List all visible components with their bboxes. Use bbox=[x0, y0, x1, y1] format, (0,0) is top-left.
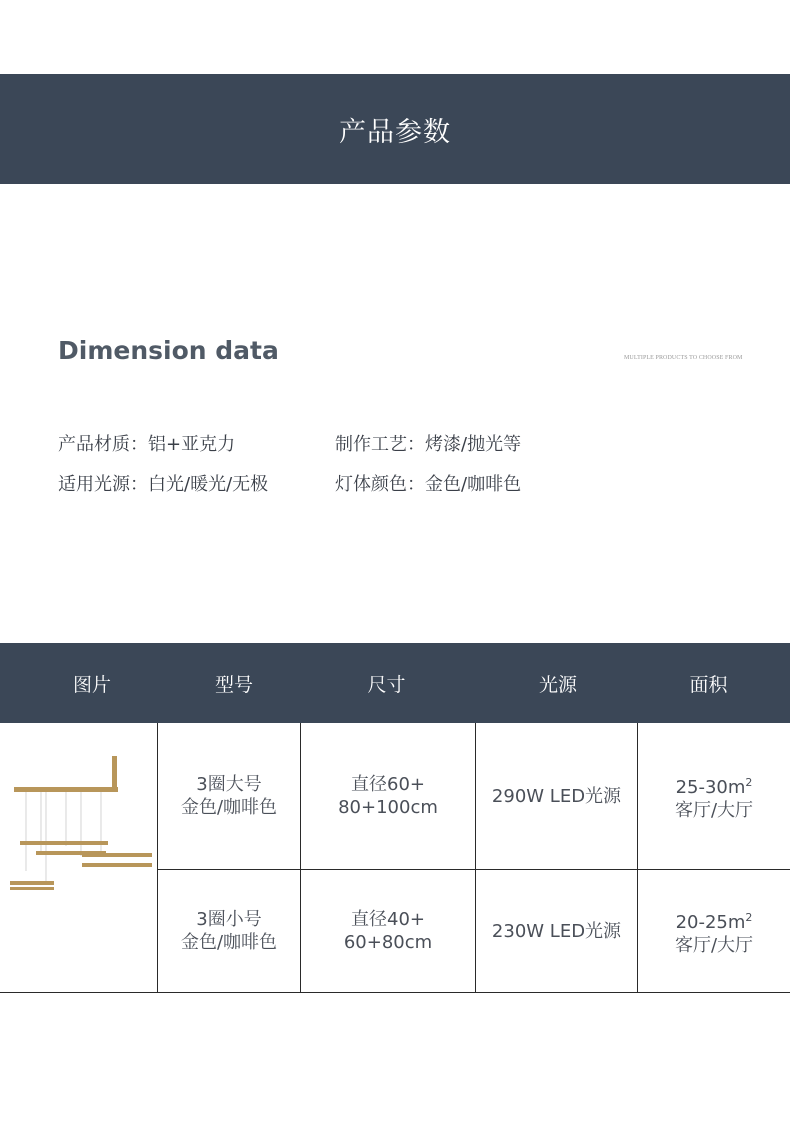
size-diameter: 直径40+ bbox=[351, 909, 425, 930]
light-cell bbox=[476, 870, 637, 992]
light-source: 290W LED光源 bbox=[491, 785, 622, 807]
table-row bbox=[158, 870, 300, 992]
header-area: 面积 bbox=[689, 673, 728, 696]
table-bottom-border bbox=[0, 992, 790, 993]
area-room: 客厅/大厅 bbox=[674, 799, 754, 821]
area-cell bbox=[638, 870, 790, 992]
spec-table-body bbox=[0, 723, 790, 993]
model-color: 金色/咖啡色 bbox=[180, 797, 278, 818]
spec-material: 产品材质：铝+亚克力 bbox=[58, 434, 236, 455]
model-name: 3圈小号 bbox=[196, 909, 262, 930]
size-values: 80+100cm bbox=[338, 797, 438, 818]
header-image: 图片 bbox=[72, 673, 111, 696]
light-source: 230W LED光源 bbox=[491, 920, 622, 942]
area-value: $25-30m^2$ bbox=[675, 775, 753, 798]
light-cell bbox=[476, 723, 637, 869]
spec-body-color: 灯体颜色：金色/咖啡色 bbox=[335, 474, 522, 495]
dimension-tagline: MULTIPLE PRODUCTS TO CHOOSE FROM bbox=[624, 355, 743, 361]
size-cell bbox=[301, 723, 475, 869]
area-value: $20-25m^2$ bbox=[675, 910, 753, 933]
table-header bbox=[0, 643, 790, 723]
spec-process: 制作工艺：烤漆/抛光等 bbox=[335, 434, 522, 455]
model-name: 3圈大号 bbox=[196, 774, 262, 795]
section-banner bbox=[0, 74, 790, 184]
area-room: 客厅/大厅 bbox=[674, 934, 754, 956]
banner-title: 产品参数 bbox=[339, 116, 451, 148]
header-model: 型号 bbox=[214, 673, 253, 696]
table-row bbox=[158, 723, 300, 869]
size-values: 60+80cm bbox=[343, 932, 433, 953]
dimension-title: Dimension data bbox=[58, 336, 279, 365]
header-light: 光源 bbox=[538, 673, 577, 696]
area-cell bbox=[638, 723, 790, 869]
header-size: 尺寸 bbox=[367, 673, 406, 696]
size-cell bbox=[301, 870, 475, 992]
spec-light-source: 适用光源：白光/暖光/无极 bbox=[58, 474, 269, 495]
suspension-wires bbox=[26, 791, 101, 881]
chandelier-image bbox=[6, 751, 156, 901]
size-diameter: 直径60+ bbox=[351, 774, 425, 795]
model-color: 金色/咖啡色 bbox=[180, 932, 278, 953]
